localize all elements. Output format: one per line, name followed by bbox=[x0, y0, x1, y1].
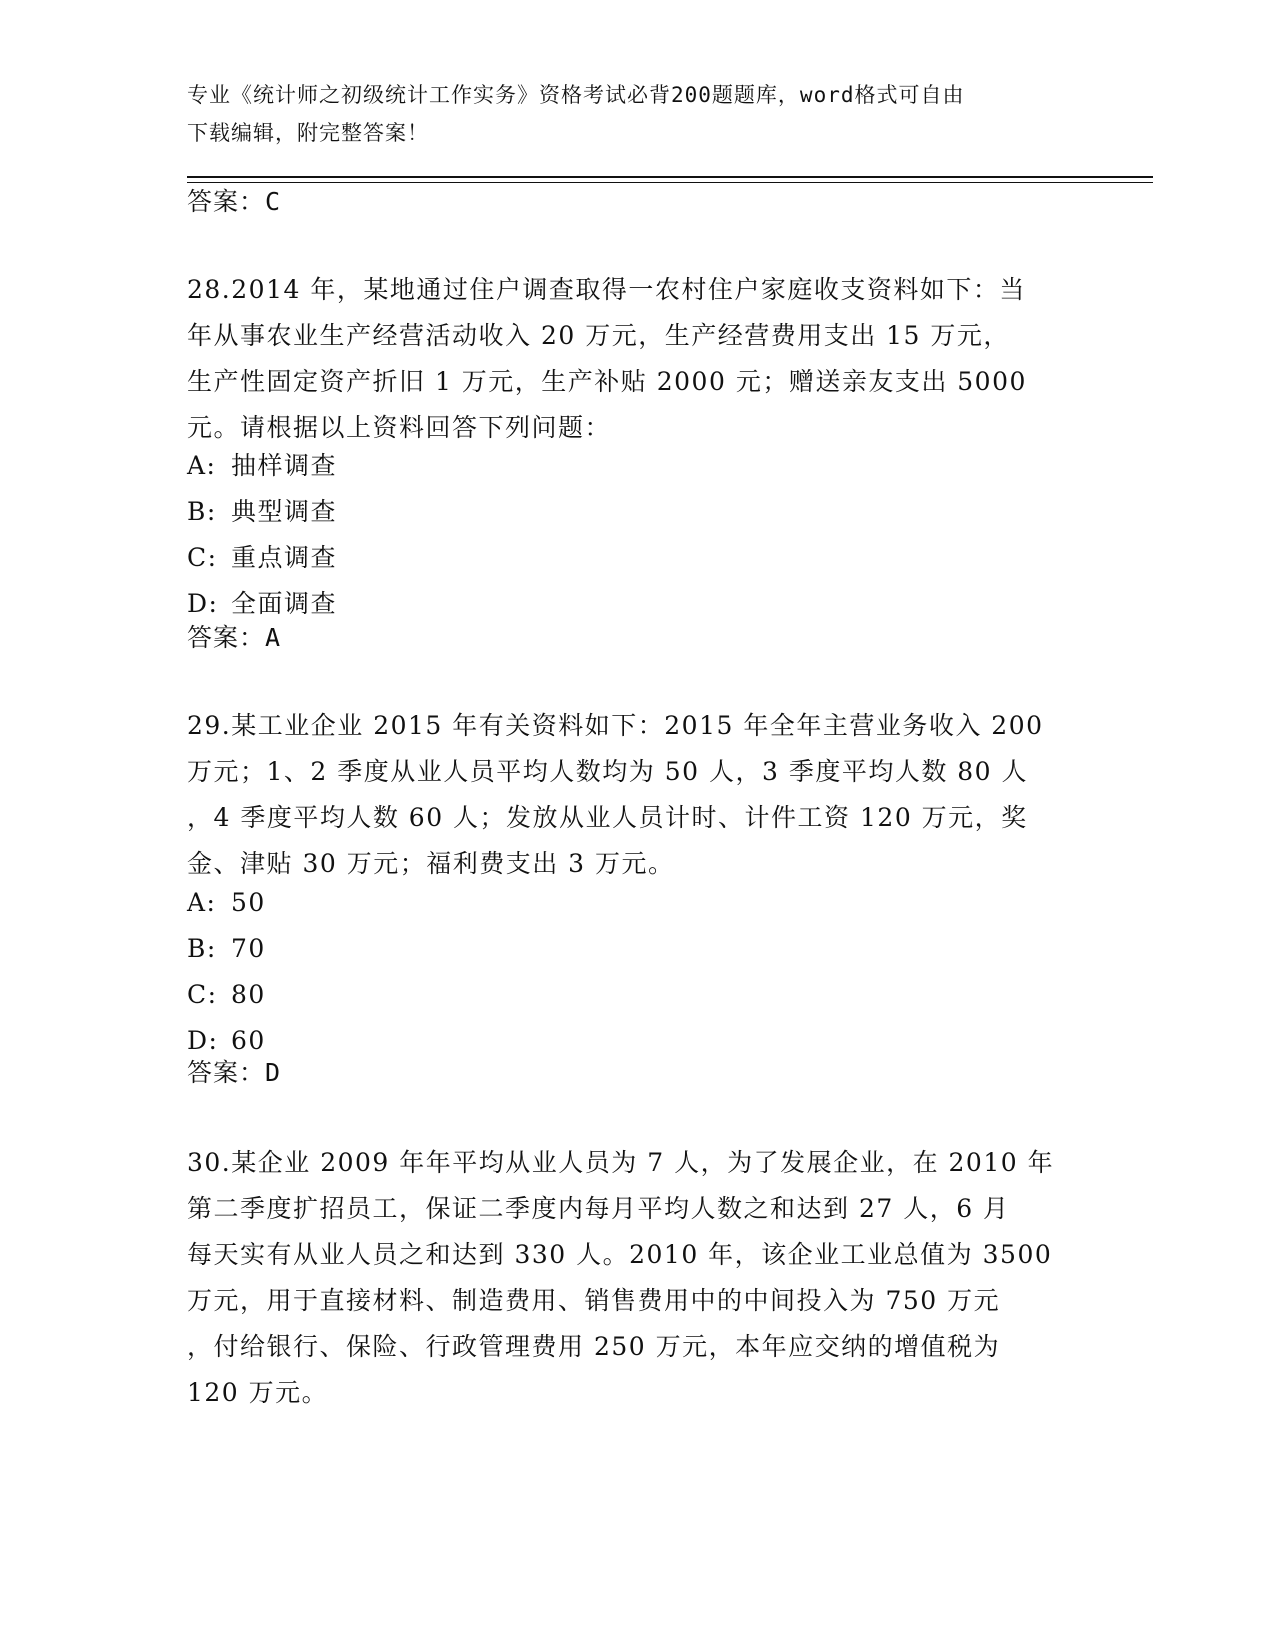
option-key: C: bbox=[187, 980, 218, 1009]
question-30 bbox=[187, 1140, 1087, 1416]
option-a bbox=[187, 443, 337, 489]
question-29-line: 金、津贴 30 万元；福利费支出 3 万元。 bbox=[187, 849, 675, 878]
question-30-line: 第二季度扩招员工，保证二季度内每月平均人数之和达到 27 人，6 月 bbox=[187, 1194, 1010, 1223]
header-rule-thin bbox=[187, 182, 1153, 183]
answer-28: 答案：A bbox=[187, 623, 282, 652]
option-text: 50 bbox=[231, 888, 266, 917]
header-rule-thick bbox=[187, 176, 1153, 178]
question-29-line: 万元；1、2 季度从业人员平均人数均为 50 人，3 季度平均人数 80 人 bbox=[187, 757, 1029, 786]
question-29-line: 29.某工业企业 2015 年有关资料如下：2015 年全年主营业务收入 200 bbox=[187, 711, 1044, 740]
header-line-1: 专业《统计师之初级统计工作实务》资格考试必背200题题库，word格式可自由 bbox=[187, 83, 965, 107]
option-a bbox=[187, 880, 266, 926]
option-c bbox=[187, 972, 266, 1018]
header-line-2: 下载编辑，附完整答案！ bbox=[187, 121, 429, 145]
option-text: 重点调查 bbox=[231, 543, 338, 572]
question-30-line: 每天实有从业人员之和达到 330 人。2010 年，该企业工业总值为 3500 bbox=[187, 1240, 1053, 1269]
question-28-options bbox=[187, 443, 337, 627]
option-text: 抽样调查 bbox=[231, 451, 338, 480]
question-29-options bbox=[187, 880, 266, 1064]
option-text: 80 bbox=[231, 980, 266, 1009]
question-30-line: 120 万元。 bbox=[187, 1378, 329, 1407]
option-c bbox=[187, 535, 337, 581]
option-text: 60 bbox=[231, 1026, 266, 1055]
question-30-line: ，付给银行、保险、行政管理费用 250 万元，本年应交纳的增值税为 bbox=[187, 1332, 1001, 1361]
question-28-line: 生产性固定资产折旧 1 万元，生产补贴 2000 元；赠送亲友支出 5000 bbox=[187, 367, 1027, 396]
option-key: A: bbox=[187, 451, 217, 480]
option-key: D: bbox=[187, 1026, 219, 1055]
question-28 bbox=[187, 267, 1087, 451]
option-key: D: bbox=[187, 589, 219, 618]
question-28-line: 年从事农业生产经营活动收入 20 万元，生产经营费用支出 15 万元， bbox=[187, 321, 1010, 350]
option-key: A: bbox=[187, 888, 217, 917]
answer-27: 答案：C bbox=[187, 187, 282, 216]
option-text: 70 bbox=[231, 934, 266, 963]
question-30-line: 万元，用于直接材料、制造费用、销售费用中的中间投入为 750 万元 bbox=[187, 1286, 1001, 1315]
option-b bbox=[187, 926, 266, 972]
document-header bbox=[187, 76, 1067, 152]
answer-29: 答案：D bbox=[187, 1058, 282, 1087]
question-30-line: 30.某企业 2009 年年平均从业人员为 7 人，为了发展企业，在 2010 年 bbox=[187, 1148, 1055, 1177]
option-key: B: bbox=[187, 934, 217, 963]
option-key: B: bbox=[187, 497, 217, 526]
question-29-line: ，4 季度平均人数 60 人；发放从业人员计时、计件工资 120 万元，奖 bbox=[187, 803, 1028, 832]
question-29 bbox=[187, 703, 1087, 887]
option-b bbox=[187, 489, 337, 535]
question-28-line: 元。请根据以上资料回答下列问题： bbox=[187, 413, 612, 442]
option-key: C: bbox=[187, 543, 218, 572]
option-text: 典型调查 bbox=[231, 497, 338, 526]
option-text: 全面调查 bbox=[231, 589, 338, 618]
question-28-line: 28.2014 年，某地通过住户调查取得一农村住户家庭收支资料如下：当 bbox=[187, 275, 1026, 304]
